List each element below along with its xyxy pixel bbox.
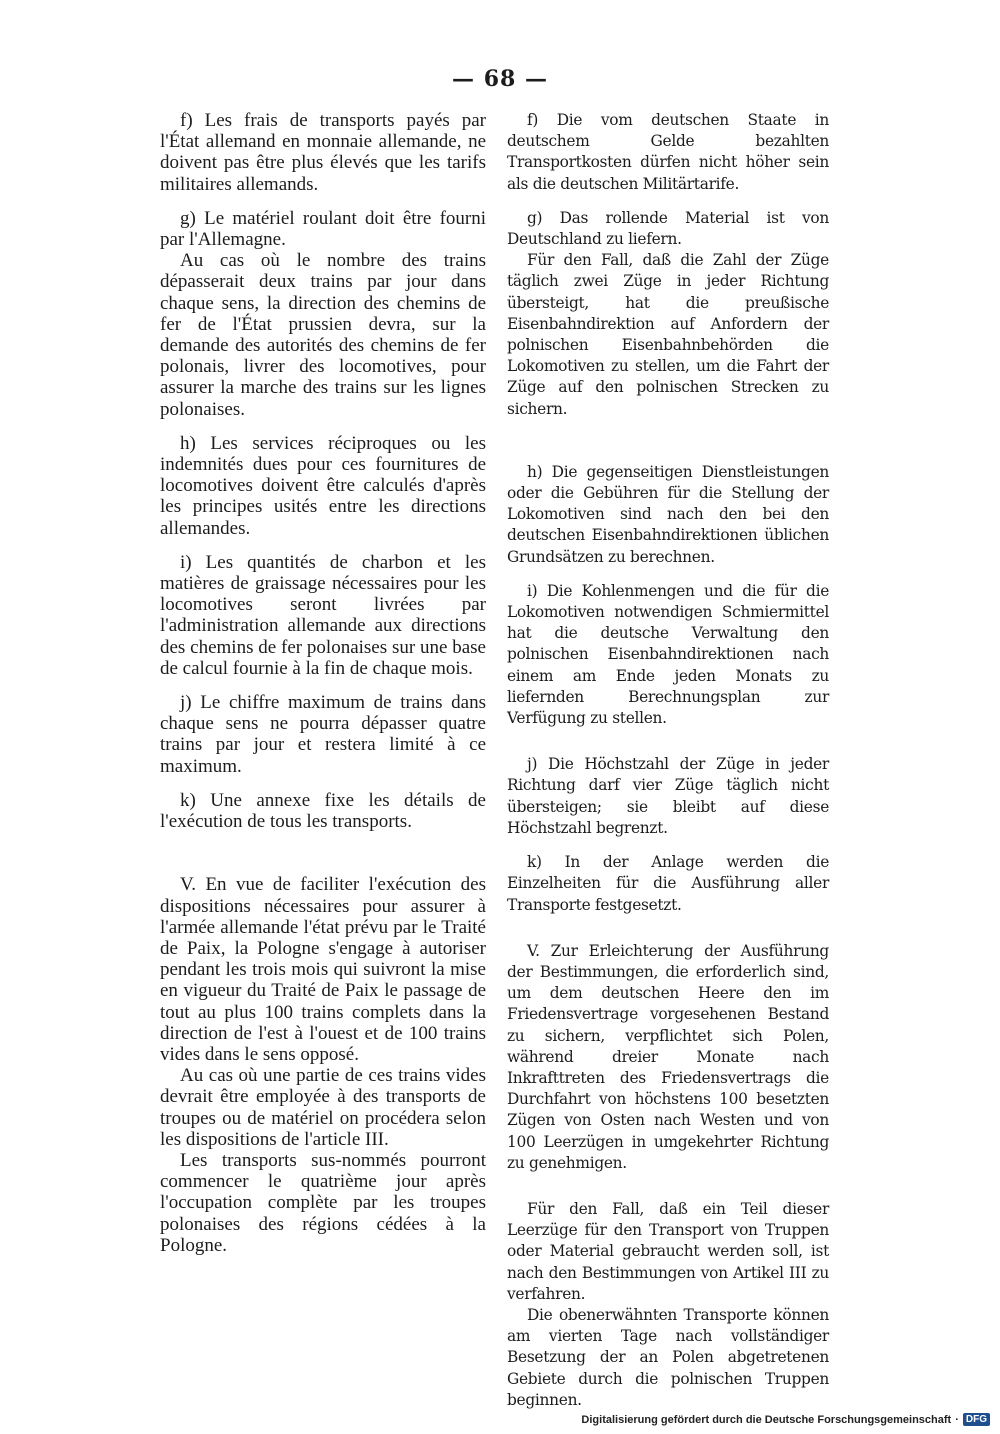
de-paragraph-k: k) In der Anlage werden die Einzelheiten für die Ausführung aller Transporte festgesetzt. <box>507 853 829 914</box>
de-paragraph-locomotives: Für den Fall, daß die Zahl der Züge täglich zwei Züge in jeder Richtung übersteigt, hat die preußische Eisenbahndirektion auf Anfordern der polnischen Eisenbahnbehörden die Lokomotiven zu stellen, um die Fahrt der Züge auf den polnischen Strecken zu sichern. <box>507 251 829 418</box>
fr-paragraph-transports-start: Les transports sus-nommés pourront commencer le quatrième jour après l'occupation complète par les troupes polonaises des régions cédées à la Pologne. <box>160 1149 486 1256</box>
footer-text: Digitalisierung gefördert durch die Deutsche Forschungsgemeinschaft <box>581 1413 952 1426</box>
fr-paragraph-v: V. En vue de faciliter l'exécution des dispositions nécessaires pour assurer à l'armée allemande l'état prévu par le Traité de Paix, la Pologne s'engage à autoriser pendant les trois mois qui suivront la mise en vigueur du Traité de Paix le passage de tout au plus 100 trains complets dans la direction de l'est à l'ouest et de 100 trains vides dans le sens opposé. <box>160 874 486 1065</box>
de-paragraph-v: V. Zur Erleichterung der Ausführung der Bestimmungen, die erforderlich sind, um dem deutschen Heere den im Friedensvertrage vorgesehenen Bestand zu sichern, verpflichtet sich Polen, während dreier Monate nach Inkrafttreten des Friedensvertrags die Durchfahrt von höchstens 100 besetzten Zügen von Osten nach Westen und von 100 Leerzügen in umgekehrter Richtung zu genehmigen. <box>507 941 829 1172</box>
fr-paragraph-k: k) Une annexe fixe les détails de l'exécution de tous les transports. <box>160 789 486 833</box>
de-paragraph-transports-start: Die obenerwähnten Transporte können am vierten Tage nach vollständiger Besetzung der an Polen abgetretenen Gebiete durch die polnischen Truppen beginnen. <box>507 1305 829 1409</box>
fr-paragraph-h: h) Les services réciproques ou les indemnités dues pour ces fournitures de locomotives doivent être calculés d'après les principes usités entre les directions allemandes. <box>160 432 486 539</box>
fr-paragraph-empty-trains: Au cas où une partie de ces trains vides devrait être employée à des transports de troupes ou de matériel on procédera selon les dispositions de l'article III. <box>160 1065 486 1150</box>
de-paragraph-j: j) Die Höchstzahl der Züge in jeder Richtung darf vier Züge täglich nicht übersteigen; sie bleibt auf diese Höchstzahl begrenzt. <box>507 755 829 837</box>
de-paragraph-f: f) Die vom deutschen Staate in deutschem Gelde bezahlten Transportkosten dürfen nicht höher sein als die deutschen Militärtarife. <box>507 111 829 193</box>
fr-paragraph-locomotives: Au cas où le nombre des trains dépasserait deux trains par jour dans chaque sens, la direction des chemins de fer de l'État prussien devra, sur la demande des autorités des chemins de fer polonais, livrer des locomotives, pour assurer la marche des trains sur les lignes polonaises. <box>160 250 486 420</box>
fr-paragraph-j: j) Le chiffre maximum de trains dans chaque sens ne pourra dépasser quatre trains par jour et restera limité à ce maximum. <box>160 692 486 777</box>
fr-paragraph-i: i) Les quantités de charbon et les matières de graissage nécessaires pour les locomotives seront livrées par l'administration allemande aux directions des chemins de fer polonaises sur une base de calcul fournie à la fin de chaque mois. <box>160 551 486 679</box>
de-paragraph-i: i) Die Kohlenmengen und die für die Lokomotiven notwendigen Schmiermittel hat die deutsche Verwaltung den polnischen Eisenbahndirektionen nach einem am Ende jeden Monats zu liefernden Berechnungsplan zur Verfügung zu stellen. <box>507 581 829 728</box>
fr-paragraph-f: f) Les frais de transports payés par l'État allemand en monnaie allemande, ne doivent pas être plus élevés que les tarifs militaires allemands. <box>160 110 486 195</box>
digitization-footer <box>581 1413 990 1426</box>
dfg-logo-icon: DFG <box>963 1413 990 1426</box>
fr-paragraph-g: g) Le matériel roulant doit être fourni par l'Allemagne. <box>160 207 486 251</box>
de-paragraph-g: g) Das rollende Material ist von Deutschland zu liefern. <box>507 208 829 249</box>
page-number: — 68 — <box>452 66 548 92</box>
german-column <box>507 110 829 1411</box>
de-paragraph-empty-trains: Für den Fall, daß ein Teil dieser Leerzüge für den Transport von Truppen oder Material gebraucht werden soll, ist nach den Bestimmungen von Artikel III zu verfahren. <box>507 1199 829 1303</box>
french-column <box>160 110 486 1256</box>
footer-separator: · <box>955 1413 959 1426</box>
de-paragraph-h: h) Die gegenseitigen Dienstleistungen oder die Gebühren für die Stellung der Lokomotiven sind nach den bei den deutschen Eisenbahndirektionen üblichen Grundsätzen zu berechnen. <box>507 462 829 566</box>
